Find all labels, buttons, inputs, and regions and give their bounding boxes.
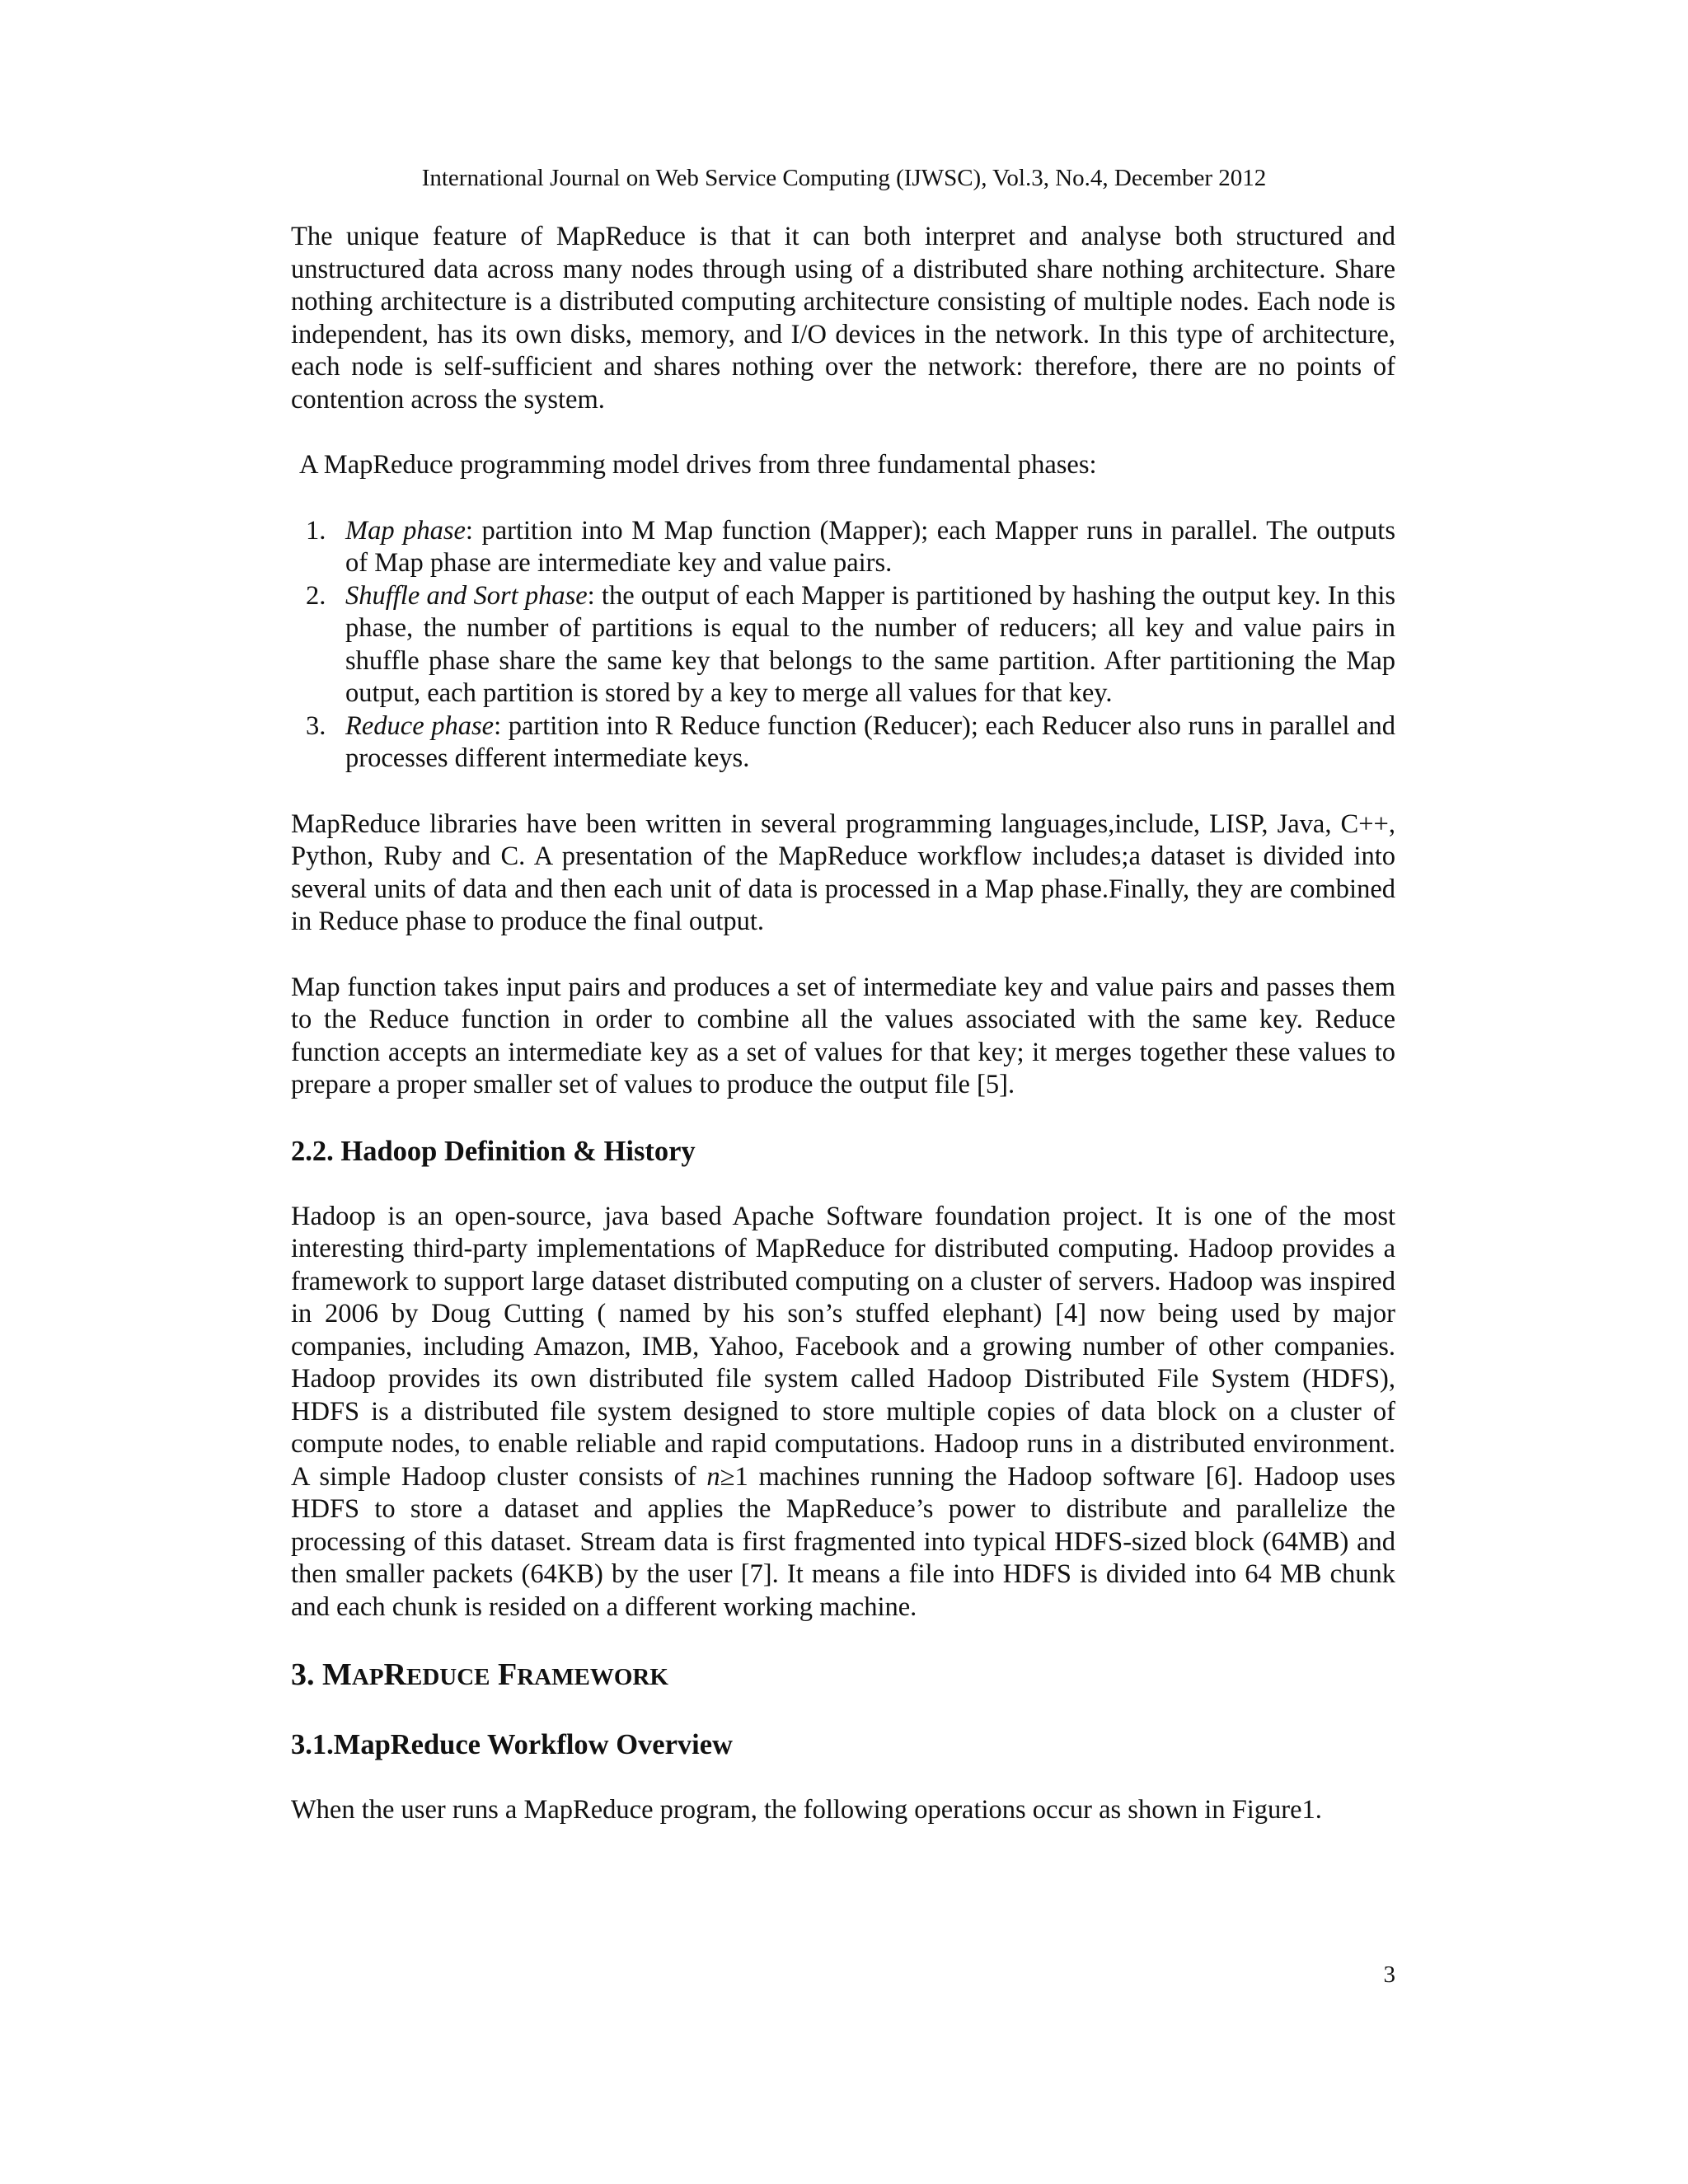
heading-text: AP <box>351 1664 384 1690</box>
section-heading-hadoop-definition: 2.2. Hadoop Definition & History <box>291 1135 696 1167</box>
phase-description: : partition into R Reduce function (Reducer); each Reducer also runs in parallel and processes different intermediate keys. <box>345 710 1396 773</box>
paragraph-mapreduce-feature: The unique feature of MapReduce is that it can both interpret and analyse both structured and unstructured data across many nodes through using of a distributed share nothing architecture. Share nothing architecture is a distributed computing architecture consisting of multiple nodes. Each node is independent, has its own disks, memory, and I/O devices in the network. In this type of architecture, each node is self-sufficient and shares nothing over the network: therefore, there are no points of contention across the system. <box>291 222 1395 415</box>
heading-text: EDUCE <box>406 1664 490 1690</box>
math-variable-n: n <box>706 1461 720 1492</box>
paragraph-text: ≥1 machines running the Hadoop software [6]. Hadoop uses HDFS to store a dataset and applies the MapReduce’s power to distribute and parallelize the processing of this dataset. Stream data is first fragmented into typical HDFS-sized block (64MB) and then smaller packets (64KB) by the user [7]. It means a file into HDFS is divided into 64 MB chunk and each chunk is resided on a different working machine. <box>291 1461 1395 1622</box>
phase-term: Map phase <box>345 515 466 546</box>
heading-number: 3. <box>291 1657 322 1692</box>
paragraph-mapreduce-libraries: MapReduce libraries have been written in several programming languages,include, LISP, Java, C++, Python, Ruby and C. A presentation of the MapReduce workflow includes;a dataset is divided into several units of data and then each unit of data is processed in a Map phase.Finally, they are combined in Reduce phase to produce the final output. <box>291 808 1395 936</box>
page-number: 3 <box>1383 1961 1395 1988</box>
list-number: 1. <box>306 515 326 546</box>
list-number: 2. <box>306 580 326 611</box>
paragraph-workflow-intro: When the user runs a MapReduce program, the following operations occur as shown in Figure1. <box>291 1795 1322 1825</box>
paragraph-phases-intro: A MapReduce programming model drives from three fundamental phases: <box>299 450 1097 480</box>
phase-list <box>291 515 1395 776</box>
heading-text: RAMEWORK <box>517 1664 668 1690</box>
list-item-map-phase <box>291 515 1395 580</box>
running-header: International Journal on Web Service Computing (IJWSC), Vol.3, No.4, December 2012 <box>421 165 1267 191</box>
list-item-shuffle-sort-phase <box>291 580 1395 710</box>
body-column <box>291 221 1395 1860</box>
heading-text: R <box>383 1657 406 1692</box>
section-heading-workflow-overview: 3.1.MapReduce Workflow Overview <box>291 1729 733 1760</box>
phase-term: Shuffle and Sort phase <box>345 580 588 611</box>
list-item-reduce-phase <box>291 710 1395 776</box>
paragraph-text: Hadoop is an open-source, java based Apache Software foundation project. It is one of the most interesting third-party implementations of MapReduce for distributed computing. Hadoop provides a framework to support large dataset distributed computing on a cluster of servers. Hadoop was inspired in 2006 by Doug Cutting ( named by his son’s stuffed elephant) [4] now being used by major companies, including Amazon, IMB, Yahoo, Facebook and a growing number of other companies. Hadoop provides its own distributed file system called Hadoop Distributed File System (HDFS), HDFS is a distributed file system designed to store multiple copies of data block on a cluster of compute nodes, to enable reliable and rapid computations. Hadoop runs in a distributed environment. A simple Hadoop cluster consists of <box>291 1201 1395 1492</box>
list-number: 3. <box>306 710 326 741</box>
phase-description: : the output of each Mapper is partitioned by hashing the output key. In this phase, the number of partitions is equal to the number of reducers; all key and value pairs in shuffle phase share the same key that belongs to the same partition. After partitioning the Map output, each partition is stored by a key to merge all values for that key. <box>345 580 1395 708</box>
phase-description: : partition into M Map function (Mapper); each Mapper runs in parallel. The outputs of Map phase are intermediate key and value pairs. <box>345 515 1395 578</box>
heading-text: F <box>490 1657 518 1692</box>
paragraph-hadoop <box>291 1201 1395 1624</box>
heading-text: M <box>322 1657 352 1692</box>
phase-term: Reduce phase <box>345 710 495 741</box>
paragraph-map-function: Map function takes input pairs and produces a set of intermediate key and value pairs and passes them to the Reduce function in order to combine all the values associated with the same key. Reduce function accepts an intermediate key as a set of values for that key; it merges together these values to prepare a proper smaller set of values to produce the output file [5]. <box>291 972 1395 1099</box>
section-heading-mapreduce-framework <box>291 1657 1395 1695</box>
